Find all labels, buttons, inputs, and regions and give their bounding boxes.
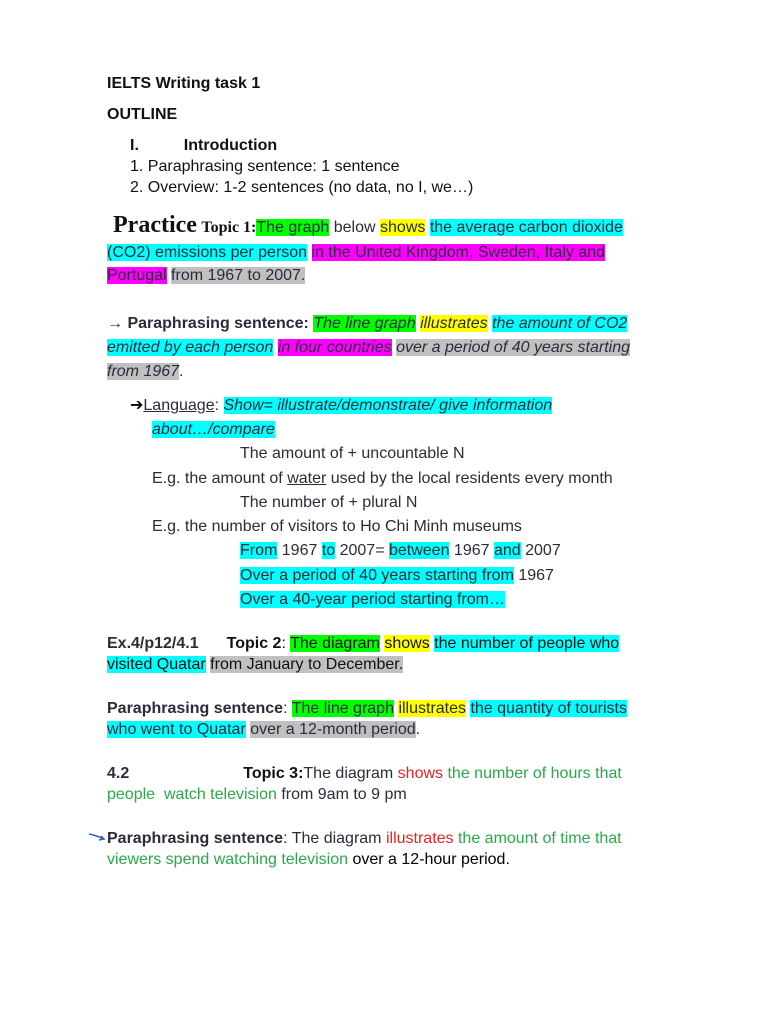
list-number: 2. xyxy=(130,179,144,196)
hl-object: visited Quatar xyxy=(107,656,206,673)
paraphrase-3-line-1 xyxy=(107,828,622,850)
text-segment: : xyxy=(214,397,220,414)
outline-heading: OUTLINE xyxy=(107,106,178,123)
hl-verb: shows xyxy=(384,635,430,652)
document-title: IELTS Writing task 1 xyxy=(107,75,261,92)
practice-label: Practice xyxy=(113,212,197,238)
number-rule: The number of + plural N xyxy=(240,494,418,511)
list-item xyxy=(130,156,400,178)
example-2: E.g. the number of visitors to Ho Chi Minh museums xyxy=(152,518,522,535)
hl-object: the quantity of tourists xyxy=(470,700,627,717)
hl-object: (CO2) emissions per person xyxy=(107,244,308,261)
object-green: the number of hours that xyxy=(443,765,622,782)
hl-place: in the United Kingdom, Sweden, Italy and xyxy=(311,244,606,261)
text-segment: 2007= xyxy=(335,542,389,559)
language-line-2 xyxy=(152,419,275,441)
text-segment: 1967 xyxy=(277,542,322,559)
text-segment: : xyxy=(283,700,292,717)
verb-red: illustrates xyxy=(385,830,454,847)
text-segment: The diagram xyxy=(291,830,386,847)
hl-time: from January to December. xyxy=(210,656,404,673)
hl-verb: illustrates xyxy=(420,315,488,332)
text-segment: 1967 xyxy=(513,567,554,584)
list-text: Overview: 1-2 sentences (no data, no I, we…) xyxy=(147,179,474,196)
object-green: viewers spend watching television xyxy=(107,851,349,868)
hl-verb: shows xyxy=(380,219,426,236)
from-to-line xyxy=(240,540,561,562)
text-segment: . xyxy=(415,721,421,738)
text-segment: used by the local residents every month xyxy=(326,470,613,487)
hl-time: over a 12-month period xyxy=(250,721,416,738)
hl-object: the amount of CO2 xyxy=(492,315,628,332)
topic-1-label: Topic 1: xyxy=(201,219,257,236)
topic-3-label: Topic 3: xyxy=(243,765,304,782)
paraphrase-label: Paraphrasing sentence xyxy=(107,700,284,717)
verb-red: shows xyxy=(397,765,444,782)
list-item xyxy=(130,177,473,199)
text-segment: E.g. the amount of xyxy=(152,470,288,487)
text-segment: over a 12-hour period. xyxy=(348,851,510,868)
list-text: Paraphrasing sentence: 1 sentence xyxy=(147,158,400,175)
hl-phrase: Over a 40-year period starting from… xyxy=(240,591,505,608)
text-segment: : xyxy=(283,830,292,847)
paraphrase-label: Paraphrasing sentence: xyxy=(127,315,309,332)
hl-time: from 1967 to 2007. xyxy=(171,267,306,284)
hl-verb: illustrates xyxy=(398,700,467,717)
hl-word: From xyxy=(240,542,278,559)
text-segment: 2007 xyxy=(520,542,561,559)
hl-place: Portugal xyxy=(107,267,167,284)
paraphrase-1-line-2 xyxy=(107,337,630,359)
example-1 xyxy=(152,468,613,490)
hl-object: the number of people who xyxy=(434,635,620,652)
paraphrase-3-line-2 xyxy=(107,849,510,871)
underlined-word: water xyxy=(287,470,327,487)
paraphrase-1-line-1 xyxy=(107,313,627,335)
arrow-icon: → xyxy=(107,315,123,332)
hl-subject: The line graph xyxy=(313,315,416,332)
hl-subject: The diagram xyxy=(290,635,380,652)
arrow-right-icon: ➔ xyxy=(130,397,144,414)
section-heading xyxy=(130,135,277,157)
hl-word: to xyxy=(321,542,336,559)
hl-place: in four countries xyxy=(277,339,392,356)
practice-line-3 xyxy=(107,265,305,287)
practice-line-1 xyxy=(113,210,623,243)
object-green: people watch television xyxy=(107,786,277,803)
topic-3-line-1 xyxy=(107,763,622,785)
hl-word: and xyxy=(493,542,521,559)
text-segment xyxy=(307,244,311,261)
hl-synonyms: about…/compare xyxy=(152,421,275,438)
topic-2-line-2 xyxy=(107,654,403,676)
topic-2-line-1 xyxy=(107,633,619,655)
topic-3-line-2 xyxy=(107,784,407,806)
section-title: Introduction xyxy=(183,137,278,154)
hl-synonyms: Show= illustrate/demonstrate/ give information xyxy=(223,397,553,414)
hl-time: over a period of 40 years starting xyxy=(396,339,630,356)
amount-rule: The amount of + uncountable N xyxy=(240,445,465,462)
text-segment: : xyxy=(281,635,291,652)
period-line-1 xyxy=(240,565,554,587)
section-numeral: I. xyxy=(130,137,139,154)
hl-object: who went to Quatar xyxy=(107,721,246,738)
text-segment: The diagram xyxy=(303,765,398,782)
list-number: 1. xyxy=(130,158,144,175)
practice-line-2 xyxy=(107,242,605,264)
paraphrase-label: Paraphrasing sentence xyxy=(107,830,284,847)
exercise-ref: Ex.4/p12/4.1 xyxy=(107,635,199,652)
text-segment: from 9am to 9 pm xyxy=(276,786,407,803)
paraphrase-1-line-3 xyxy=(107,361,184,383)
hl-object: the average carbon dioxide xyxy=(429,219,623,236)
hl-subject: The graph xyxy=(256,219,330,236)
paraphrase-2-line-2 xyxy=(107,719,420,741)
hl-object: emitted by each person xyxy=(107,339,274,356)
period-line-2 xyxy=(240,589,505,611)
topic-2-label: Topic 2 xyxy=(226,635,282,652)
language-label: Language xyxy=(143,397,215,414)
language-line-1 xyxy=(130,395,552,417)
text-segment: 1967 xyxy=(449,542,494,559)
text-segment: . xyxy=(179,363,184,380)
object-green: the amount of time that xyxy=(453,830,622,847)
exercise-ref: 4.2 xyxy=(107,765,130,782)
arrow-icon xyxy=(88,831,106,843)
paraphrase-2-line-1 xyxy=(107,698,627,720)
text-segment: below xyxy=(329,219,381,236)
hl-time: from 1967 xyxy=(107,363,180,380)
hl-word: between xyxy=(388,542,450,559)
hl-subject: The line graph xyxy=(291,700,394,717)
hl-phrase: Over a period of 40 years starting from xyxy=(240,567,514,584)
